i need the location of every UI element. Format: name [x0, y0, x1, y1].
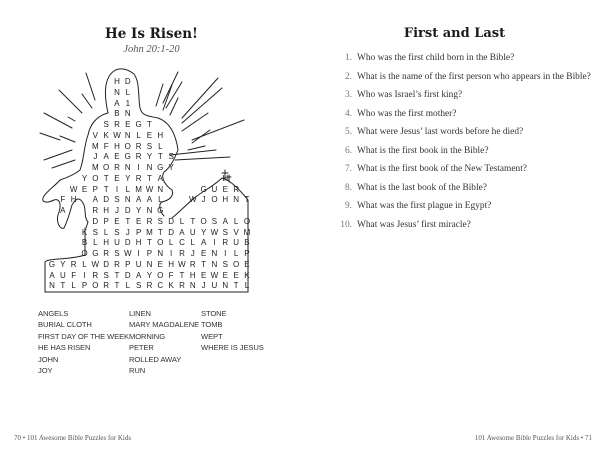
grid-letter: O — [92, 173, 99, 183]
question-number: 5. — [344, 127, 352, 137]
grid-letter: P — [125, 259, 131, 269]
grid-letter: E — [222, 184, 228, 194]
grid-letter: U — [59, 270, 66, 280]
grid-letter: V — [92, 130, 98, 140]
grid-letter: O — [243, 216, 251, 226]
grid-letter: R — [135, 173, 142, 183]
grid-letter: H — [135, 238, 142, 248]
grid-letter: T — [244, 195, 250, 205]
question-item — [333, 70, 593, 84]
grid-letter: S — [114, 195, 120, 205]
grid-letter: Y — [146, 152, 153, 162]
word-item: HE HAS RISEN — [38, 343, 91, 353]
grid-letter: P — [81, 281, 88, 291]
grid-letter: H — [70, 195, 77, 205]
word-item: WHERE IS JESUS — [201, 343, 264, 353]
grid-letter: 1 — [125, 98, 131, 108]
grid-letter: G — [124, 152, 131, 162]
grid-letter: N — [211, 259, 218, 269]
grid-letter: H — [168, 259, 175, 269]
right-page — [303, 0, 606, 455]
word-item: MARY MAGDALENE — [129, 320, 200, 330]
grid-letter: E — [135, 216, 142, 226]
grid-letter: N — [157, 249, 164, 258]
word-item: ROLLED AWAY — [129, 354, 182, 364]
grid-letter: W — [91, 259, 100, 269]
grid-letter: U — [114, 238, 120, 248]
grid-letter: P — [92, 184, 98, 194]
grid-letter: S — [222, 227, 228, 237]
grid-letter: H — [189, 270, 196, 280]
grid-letter: L — [244, 281, 250, 291]
question-number: 8. — [344, 182, 352, 193]
grid-letter: K — [81, 227, 88, 237]
question-text: What is the first book in the Bible? — [357, 145, 489, 156]
grid-letter: O — [157, 238, 164, 248]
grid-letter: W — [210, 227, 219, 237]
grid-letter: R — [103, 249, 110, 258]
grid-letter: P — [146, 249, 153, 258]
question-number: 2. — [344, 71, 352, 82]
grid-letter: G — [157, 206, 164, 215]
grid-letter: H — [157, 130, 164, 140]
grid-letter: L — [93, 238, 98, 248]
question-item — [333, 181, 593, 195]
grid-letter: K — [244, 270, 250, 280]
grid-letter: N — [124, 195, 131, 205]
grid-letter: N — [233, 195, 239, 205]
question-number: 10. — [340, 219, 352, 230]
question-item — [333, 144, 593, 158]
question-item — [333, 162, 593, 176]
question-item — [333, 199, 593, 213]
grid-letter: P — [135, 227, 142, 237]
grid-letter: G — [157, 163, 164, 172]
grid-letter: T — [157, 152, 163, 162]
grid-letter: E — [114, 152, 120, 162]
word-item: JOHN — [38, 354, 59, 364]
grid-letter: A — [179, 227, 185, 237]
grid-letter: T — [114, 281, 120, 291]
grid-letter: O — [81, 249, 88, 258]
grid-letter: T — [157, 227, 163, 237]
grid-letter: L — [82, 259, 87, 269]
grid-letter: O — [200, 216, 207, 226]
grid-letter: M — [243, 227, 251, 237]
grid-letter: R — [114, 259, 120, 269]
grid-letter: A — [103, 152, 109, 162]
grid-letter: R — [222, 238, 229, 248]
grid-letter: E — [222, 270, 228, 280]
grid-letter: D — [124, 206, 131, 215]
grid-letter: A — [60, 206, 66, 215]
grid-letter: R — [92, 206, 99, 215]
grid-letter: J — [201, 195, 206, 205]
grid-letter: T — [147, 120, 152, 129]
question-text: What was the first plague in Egypt? — [357, 201, 492, 211]
grid-letter: S — [114, 227, 120, 237]
grid-letter: J — [93, 152, 98, 162]
grid-letter: D — [124, 77, 131, 86]
grid-letter: Y — [60, 259, 66, 269]
grid-letter: H — [114, 77, 120, 86]
grid-letter: I — [224, 249, 227, 258]
grid-letter: A — [200, 238, 207, 248]
grid-letter: E — [125, 120, 131, 129]
grid-letter: E — [114, 173, 120, 183]
grid-letter: B — [114, 109, 120, 119]
grid-letter: O — [103, 163, 110, 172]
quiz-title: First and Last — [403, 26, 506, 41]
grid-letter: T — [60, 281, 66, 291]
grid-letter: W — [124, 249, 132, 258]
grid-letter: L — [136, 130, 141, 140]
grid-letter: L — [233, 216, 239, 226]
grid-letter: A — [114, 98, 120, 108]
word-list-column-2 — [129, 308, 199, 376]
grid-letter: L — [103, 227, 109, 237]
grid-letter: I — [115, 184, 119, 194]
grid-letter: N — [146, 163, 153, 172]
puzzle-title: He Is Risen! — [105, 26, 198, 42]
question-number: 1. — [344, 53, 352, 63]
word-list-column-3 — [201, 308, 264, 354]
grid-letter: R — [92, 270, 99, 280]
grid-letter: R — [179, 281, 185, 291]
grid-letter: U — [211, 281, 218, 291]
question-item — [333, 107, 593, 121]
grid-letter: R — [114, 120, 120, 129]
grid-letter: I — [213, 238, 216, 248]
question-item — [333, 88, 593, 102]
question-number: 3. — [344, 90, 352, 100]
grid-letter: S — [103, 120, 109, 129]
grid-letter: V — [233, 227, 239, 237]
grid-letter: R — [146, 281, 153, 291]
grid-letter: O — [232, 259, 240, 269]
grid-letter: F — [60, 195, 66, 205]
grid-letter: R — [135, 141, 142, 151]
grid-letter: D — [92, 216, 99, 226]
grid-letter: N — [146, 259, 153, 269]
grid-letter: L — [233, 249, 239, 258]
scripture-reference: John 20:1-20 — [123, 44, 180, 55]
grid-letter: N — [146, 206, 153, 215]
grid-letter: L — [158, 195, 163, 205]
grid-letter: L — [125, 184, 131, 194]
word-item: ANGELS — [38, 309, 69, 318]
grid-letter: J — [114, 206, 119, 215]
grid-letter: K — [103, 130, 109, 140]
grid-letter: S — [146, 141, 153, 151]
grid-letter: U — [135, 259, 142, 269]
grid-letter: Y — [146, 270, 153, 280]
word-item: TOMB — [201, 320, 223, 330]
word-item: LINEN — [129, 309, 151, 318]
question-text: What was Jesus’ first miracle? — [357, 219, 471, 230]
grid-letter: N — [222, 281, 229, 291]
grid-letter: F — [168, 270, 174, 280]
word-item: FIRST DAY OF THE WEEK — [38, 331, 130, 341]
question-number: 9. — [344, 201, 352, 211]
grid-letter: L — [125, 281, 131, 291]
grid-letter: S — [103, 270, 109, 280]
grid-letter: A — [49, 270, 55, 280]
grid-letter: D — [168, 216, 175, 226]
grid-letter: U — [233, 238, 239, 248]
grid-letter: H — [103, 206, 110, 215]
grid-letter: R — [103, 281, 110, 291]
grid-letter: I — [83, 270, 86, 280]
question-number: 4. — [344, 108, 352, 119]
grid-letter: M — [135, 184, 142, 194]
grid-letter: U — [211, 184, 218, 194]
grid-letter: U — [189, 227, 196, 237]
grid-letter: Y — [81, 173, 88, 183]
grid-letter: H — [103, 238, 110, 248]
grid-letter: R — [135, 152, 142, 162]
grid-letter: T — [114, 270, 120, 280]
grid-letter: W — [189, 195, 197, 205]
grid-letter: N — [124, 163, 131, 172]
grid-letter: E — [81, 184, 88, 194]
grid-letter: W — [113, 130, 121, 140]
grid-letter: P — [244, 249, 250, 258]
grid-letter: N — [124, 109, 131, 119]
grid-letter: M — [91, 141, 99, 151]
grid-letter: S — [211, 216, 218, 226]
grid-letter: F — [103, 141, 109, 151]
page-footer-left: 70 • 101 Awesome Bible Puzzles for Kids — [14, 434, 132, 442]
question-text: Who was the first mother? — [357, 108, 457, 119]
word-item: WEPT — [201, 331, 223, 341]
grid-letter: R — [189, 259, 196, 269]
word-item: JOY — [38, 365, 53, 375]
grid-letter: Y — [135, 206, 142, 215]
grid-letter: N — [189, 281, 196, 291]
grid-letter: O — [211, 195, 218, 205]
word-item: STONE — [201, 309, 227, 318]
grid-letter: D — [124, 238, 131, 248]
grid-letter: C — [179, 238, 185, 248]
grid-letter: N — [114, 87, 120, 97]
word-item: BURIAL CLOTH — [38, 320, 92, 330]
grid-letter: F — [71, 270, 77, 280]
grid-letter: T — [147, 238, 152, 248]
question-text: What is the name of the first person who appears in the Bible? — [357, 71, 591, 82]
grid-letter: H — [222, 195, 229, 205]
grid-letter: G — [48, 259, 56, 269]
grid-letter: A — [92, 195, 98, 205]
grid-letter: S — [157, 216, 163, 226]
question-item — [333, 51, 593, 65]
grid-letter: T — [147, 173, 152, 183]
grid-letter: T — [103, 184, 109, 194]
grid-letter: G — [200, 184, 207, 194]
grid-letter: O — [92, 281, 99, 291]
grid-letter: T — [125, 216, 131, 226]
grid-letter: E — [200, 249, 207, 258]
grid-letter: W — [69, 184, 78, 194]
grid-letter: S — [222, 259, 228, 269]
word-item: PETER — [129, 343, 154, 353]
grid-letter: H — [114, 141, 120, 151]
grid-letter: M — [91, 163, 99, 172]
grid-letter: R — [146, 216, 153, 226]
grid-letter: N — [49, 281, 55, 291]
grid-letter: T — [103, 173, 109, 183]
grid-letter: B — [244, 238, 250, 248]
grid-letter: L — [125, 87, 131, 97]
grid-letter: A — [222, 216, 228, 226]
question-text: What is the first book of the New Testament? — [357, 164, 527, 174]
grid-letter: S — [92, 227, 98, 237]
grid-letter: E — [244, 259, 250, 269]
grid-letter: N — [211, 249, 218, 258]
question-text: Who was Israel’s first king? — [357, 90, 463, 100]
grid-letter: I — [137, 249, 140, 258]
grid-letter: N — [124, 130, 131, 140]
grid-letter: J — [190, 249, 195, 258]
grid-letter: C — [157, 281, 164, 291]
grid-letter: A — [135, 270, 142, 280]
question-number: 6. — [344, 145, 352, 156]
grid-letter: L — [190, 238, 195, 248]
word-item: MORNING — [129, 331, 166, 341]
grid-letter: S — [135, 281, 142, 291]
question-text: What is the last book of the Bible? — [357, 182, 487, 193]
grid-letter: J — [125, 227, 130, 237]
grid-letter: P — [103, 216, 109, 226]
grid-letter: H — [222, 173, 229, 183]
grid-letter: L — [168, 238, 174, 248]
grid-letter: Y — [168, 163, 174, 172]
grid-letter: O — [124, 141, 131, 151]
grid-letter: L — [158, 141, 163, 151]
grid-letter: K — [168, 281, 174, 291]
grid-letter: T — [201, 259, 207, 269]
grid-letter: G — [92, 249, 99, 258]
grid-letter: L — [179, 216, 185, 226]
grid-letter: L — [71, 281, 76, 291]
word-list-column-1 — [38, 308, 129, 376]
page-footer-right: 101 Awesome Bible Puzzles for Kids • 71 — [474, 434, 592, 442]
grid-letter: W — [178, 259, 186, 269]
grid-letter: R — [179, 249, 185, 258]
grid-letter: R — [114, 163, 120, 172]
grid-letter: E — [157, 259, 163, 269]
grid-letter: D — [103, 259, 110, 269]
grid-letter: I — [170, 249, 173, 258]
grid-letter: A — [146, 195, 153, 205]
word-item: RUN — [129, 365, 146, 375]
grid-letter: Y — [125, 173, 131, 183]
grid-letter: O — [157, 270, 164, 280]
grid-letter: N — [157, 184, 164, 194]
grid-letter: E — [146, 130, 153, 140]
grid-letter: D — [103, 195, 110, 205]
grid-letter: E — [114, 216, 120, 226]
grid-letter: A — [157, 173, 163, 183]
grid-letter: W — [145, 184, 154, 194]
question-item — [333, 218, 593, 232]
grid-letter: I — [137, 163, 140, 172]
grid-letter: D — [168, 227, 175, 237]
question-text: Who was the first child born in the Bible? — [357, 53, 515, 63]
grid-letter: R — [233, 184, 239, 194]
question-text: What were Jesus’ last words before he died? — [357, 127, 524, 137]
grid-letter: G — [135, 120, 142, 129]
grid-letter: B — [81, 238, 88, 248]
grid-letter: W — [210, 270, 219, 280]
grid-letter: A — [135, 195, 142, 205]
grid-letter: S — [168, 152, 174, 162]
grid-letter: T — [233, 281, 239, 291]
grid-letter: E — [200, 270, 207, 280]
question-list — [333, 51, 593, 236]
grid-letter: S — [114, 249, 120, 258]
grid-letter: T — [179, 270, 185, 280]
grid-letter: D — [124, 270, 131, 280]
grid-letter: E — [233, 270, 239, 280]
grid-letter: T — [190, 216, 196, 226]
grid-letter: J — [201, 281, 206, 291]
grid-letter: Y — [200, 227, 207, 237]
grid-letter: R — [70, 259, 77, 269]
question-number: 7. — [344, 164, 352, 174]
question-item — [333, 125, 593, 139]
grid-letter: M — [146, 227, 153, 237]
